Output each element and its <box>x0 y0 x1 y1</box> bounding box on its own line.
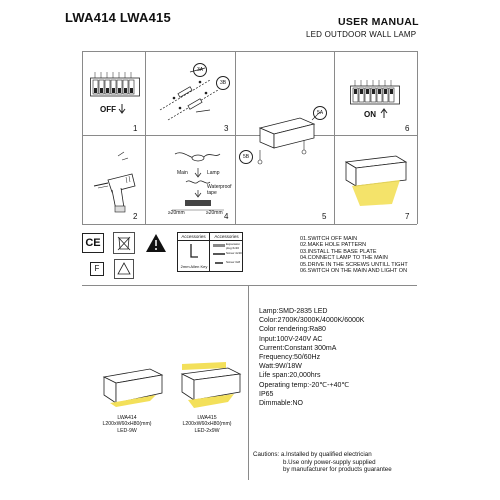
product-type: LED OUTDOOR WALL LAMP <box>306 30 417 39</box>
spec-life-span: Life span:20,000hrs <box>259 372 321 380</box>
lwa414-power: LED-9W <box>117 427 137 434</box>
spec-color-rendering: Color rendering:Ra80 <box>259 326 326 334</box>
panel-1-number: 1 <box>133 124 138 133</box>
lwa414-size: L200xW60xH80(mm) <box>102 421 152 428</box>
drill-illustration <box>88 150 143 215</box>
lwa414-product-drawing <box>100 365 166 410</box>
allen-key-icon <box>188 243 200 259</box>
accessories-col-left <box>178 233 210 272</box>
spec-frequency: Frequency:50/60Hz <box>259 354 321 362</box>
panel-7-number: 7 <box>405 212 410 221</box>
manual-title: USER MANUAL <box>338 16 419 28</box>
accessories-header-right: Accessories <box>210 233 243 241</box>
grid-right-line <box>417 51 418 224</box>
f-mark: F <box>90 262 104 276</box>
grid-col2-line <box>235 51 236 224</box>
dimension-left-label: ≥20mm <box>168 210 185 216</box>
lamp-lit-illustration <box>340 150 412 210</box>
grid-bottom-line <box>82 224 417 225</box>
lwa414-model: LWA414 <box>117 415 137 421</box>
step-6: 06.SWITCH ON THE MAIN AND LIGHT ON <box>300 268 408 275</box>
lamp-label: Lamp <box>207 170 220 176</box>
screws-icon <box>212 243 226 269</box>
spec-input: Input:100V-240V AC <box>259 335 323 343</box>
lwa414-label <box>102 415 152 434</box>
drill-pattern-illustration <box>150 60 230 130</box>
caution-line-3: by manufacturer for products guarantee <box>283 466 392 474</box>
accessory-item-2: Screw 4x30 <box>226 251 242 255</box>
allen-key-label: 2mm Allen Key <box>180 264 208 269</box>
accessories-header-left: Accessories <box>178 233 209 241</box>
cautions <box>253 451 392 474</box>
grid-left-line <box>82 51 83 224</box>
callout-5a: 5A <box>313 106 327 120</box>
breaker-on-illustration <box>350 80 400 110</box>
spec-lamp: Lamp:SMD-2835 LED <box>259 308 328 315</box>
spec-operating-temp: Operating temp:-20℃-+40℃ <box>259 381 350 389</box>
section-divider-line <box>82 285 417 286</box>
accessory-item-1: Expansion plug 6x30 <box>226 242 241 250</box>
panel-4-number: 4 <box>224 212 229 221</box>
step-1: 01.SWITCH OFF MAIN <box>300 236 358 242</box>
panel-3-number: 3 <box>224 124 229 133</box>
waterproof-tape-label: Waterproof tape <box>207 184 232 196</box>
callout-5b: 5B <box>239 150 253 164</box>
lwa415-power: LED-2x9W <box>194 427 220 434</box>
lwa415-label <box>182 415 232 434</box>
installation-steps <box>300 236 408 274</box>
accessories-col-right <box>210 233 243 272</box>
main-label: Main <box>177 170 188 176</box>
step-2: 02.MAKE HOLE PATTERN <box>300 242 367 249</box>
spec-ip-rating: IP65 <box>259 390 274 398</box>
spec-watt: Watt:9W/18W <box>259 363 302 371</box>
spec-color: Color:2700K/3000K/4000K/6000K <box>259 317 365 325</box>
triangle-warning-icon <box>114 259 134 279</box>
grid-top-line <box>82 51 417 52</box>
arrow-down-icon <box>118 104 126 114</box>
caution-line-1: Cautions: a.Installed by qualified electrician <box>253 451 372 458</box>
step-4: 04.CONNECT LAMP TO THE MAIN <box>300 255 388 262</box>
breaker-off-illustration <box>90 72 140 102</box>
spec-current: Current:Constant 300mA <box>259 344 337 352</box>
arrow-up-icon <box>380 108 388 118</box>
specifications <box>259 307 364 408</box>
off-label: OFF <box>100 105 116 114</box>
panel-2-number: 2 <box>133 212 138 221</box>
panel-6-number: 6 <box>405 124 410 133</box>
lwa415-size: L200xW60xH80(mm) <box>182 421 232 428</box>
on-label: ON <box>364 110 376 119</box>
model-title: LWA414 LWA415 <box>65 10 171 25</box>
section-vertical-line <box>248 285 249 480</box>
ce-mark: CE <box>82 233 104 253</box>
caution-line-2: b.Use only power-supply supplied <box>283 458 376 466</box>
grid-col1-line <box>145 51 146 224</box>
weee-bin-icon <box>113 232 135 254</box>
dimension-right-label: ≥20mm <box>206 210 223 216</box>
lwa415-model: LWA415 <box>197 415 217 421</box>
step-5: 05.DRIVE IN THE SCREWS UNTILL TIGHT <box>300 261 408 268</box>
accessory-item-3: Screw 3x8 <box>226 260 241 264</box>
accessories-table <box>177 232 243 272</box>
step-3: 03.INSTALL THE BASE PLATE <box>300 248 377 255</box>
grid-col3-line <box>334 51 335 224</box>
callout-3a: 3A <box>193 63 207 77</box>
callout-3b: 3B <box>216 76 230 90</box>
spec-dimmable: Dimmable:NO <box>259 400 303 408</box>
hazard-icon <box>145 232 167 254</box>
panel-5-number: 5 <box>322 212 327 221</box>
lwa415-product-drawing <box>178 360 244 412</box>
